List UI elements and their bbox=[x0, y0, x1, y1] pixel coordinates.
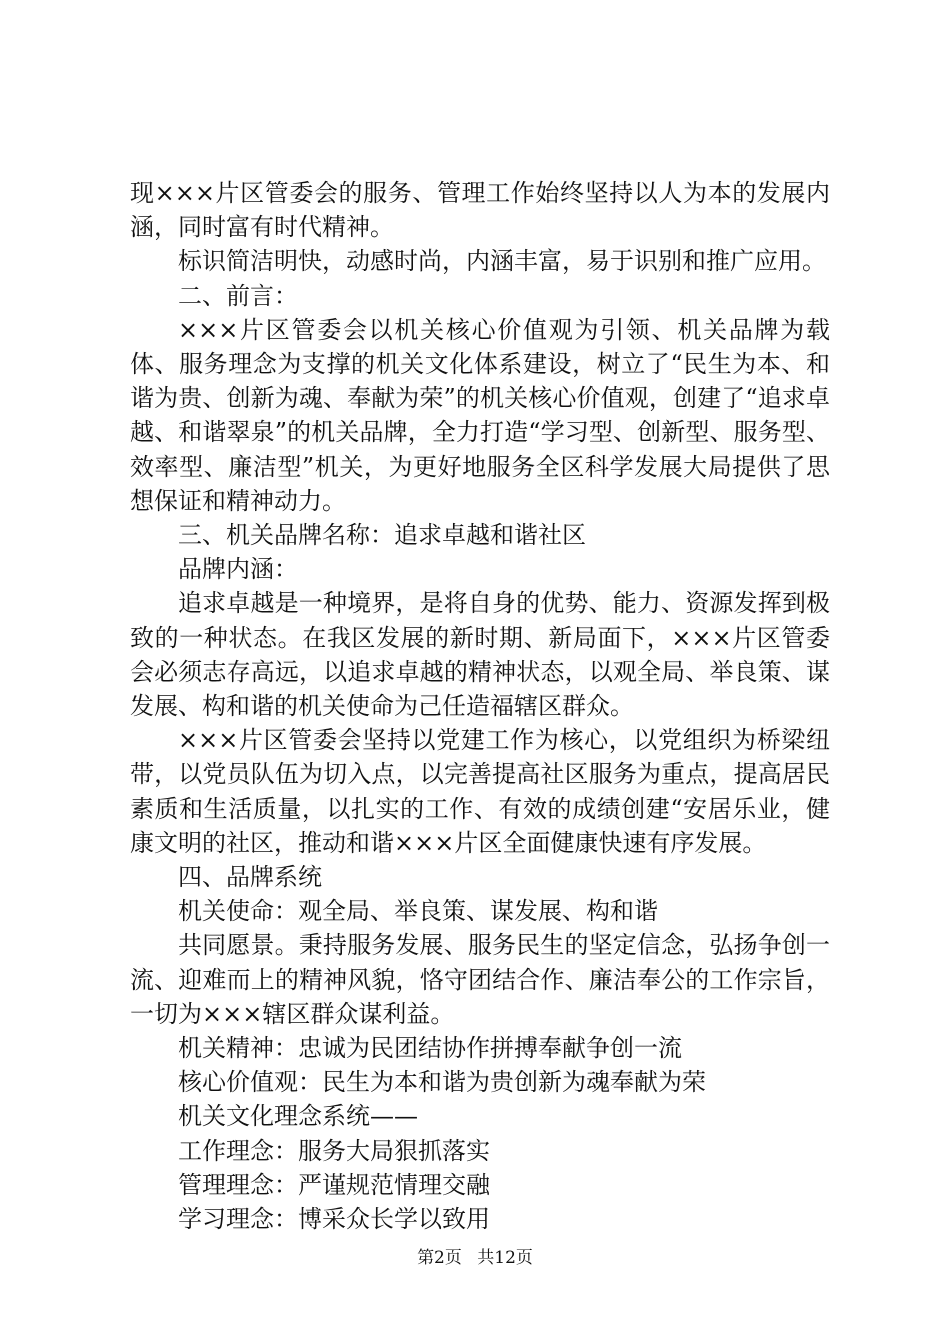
paragraph-spirit: 机关精神：忠诚为民团结协作拼搏奉献争创一流 bbox=[178, 1034, 682, 1063]
paragraph-work-concept: 工作理念：服务大局狠抓落实 bbox=[178, 1136, 490, 1165]
paragraph-mission: 机关使命：观全局、举良策、谋发展、构和谐 bbox=[178, 897, 658, 926]
page-total: 共12页 bbox=[477, 1248, 533, 1268]
page-footer bbox=[0, 1243, 950, 1268]
paragraph-7: ×××片区管委会坚持以党建工作为核心，以党组织为桥梁纽带，以党员队伍为切入点，以完善提高社区服务为重点，提高居民素质和生活质量，以扎实的工作、有效的成绩创建“安居乐业，健康文明的社区，推动和谐×××片区全面健康快速有序发展。 bbox=[130, 726, 830, 857]
page-number: 第2页 bbox=[417, 1248, 462, 1268]
subheading-brand-meaning: 品牌内涵： bbox=[178, 555, 298, 584]
paragraph-learning-concept: 学习理念：博采众长学以致用 bbox=[178, 1205, 490, 1234]
paragraph-management-concept: 管理理念：严谨规范情理交融 bbox=[178, 1170, 490, 1199]
section-heading-preface: 二、前言： bbox=[178, 281, 298, 310]
paragraph-0: 现×××片区管委会的服务、管理工作始终坚持以人为本的发展内涵，同时富有时代精神。 bbox=[130, 179, 830, 242]
paragraph-culture-system: 机关文化理念系统—— bbox=[178, 1102, 418, 1131]
paragraph-3: ×××片区管委会以机关核心价值观为引领、机关品牌为载体、服务理念为支撑的机关文化体系建设，树立了“民生为本、和谐为贵、创新为魂、奉献为荣”的机关核心价值观，创建了“追求卓越、和谐翠泉”的机关品牌，全力打造“学习型、创新型、服务型、效率型、廉洁型”机关，为更好地服务全区科学发展大局提供了思想保证和精神动力。 bbox=[130, 315, 830, 515]
paragraph-1: 标识简洁明快，动感时尚，内涵丰富，易于识别和推广应用。 bbox=[178, 247, 826, 276]
paragraph-6: 追求卓越是一种境界，是将自身的优势、能力、资源发挥到极致的一种状态。在我区发展的新时期、新局面下，×××片区管委会必须志存高远，以追求卓越的精神状态，以观全局、举良策、谋发展、构和谐的机关使命为己任造福辖区群众。 bbox=[130, 589, 830, 721]
paragraph-vision: 共同愿景。秉持服务发展、服务民生的坚定信念，弘扬争创一流、迎难而上的精神风貌，恪守团结合作、廉洁奉公的工作宗旨，一切为×××辖区群众谋利益。 bbox=[130, 931, 830, 1028]
section-heading-brand-name: 三、机关品牌名称：追求卓越和谐社区 bbox=[178, 521, 586, 550]
section-heading-brand-system: 四、品牌系统 bbox=[178, 863, 322, 892]
document-body bbox=[130, 176, 830, 1236]
paragraph-core-values: 核心价值观：民生为本和谐为贵创新为魂奉献为荣 bbox=[178, 1068, 706, 1097]
